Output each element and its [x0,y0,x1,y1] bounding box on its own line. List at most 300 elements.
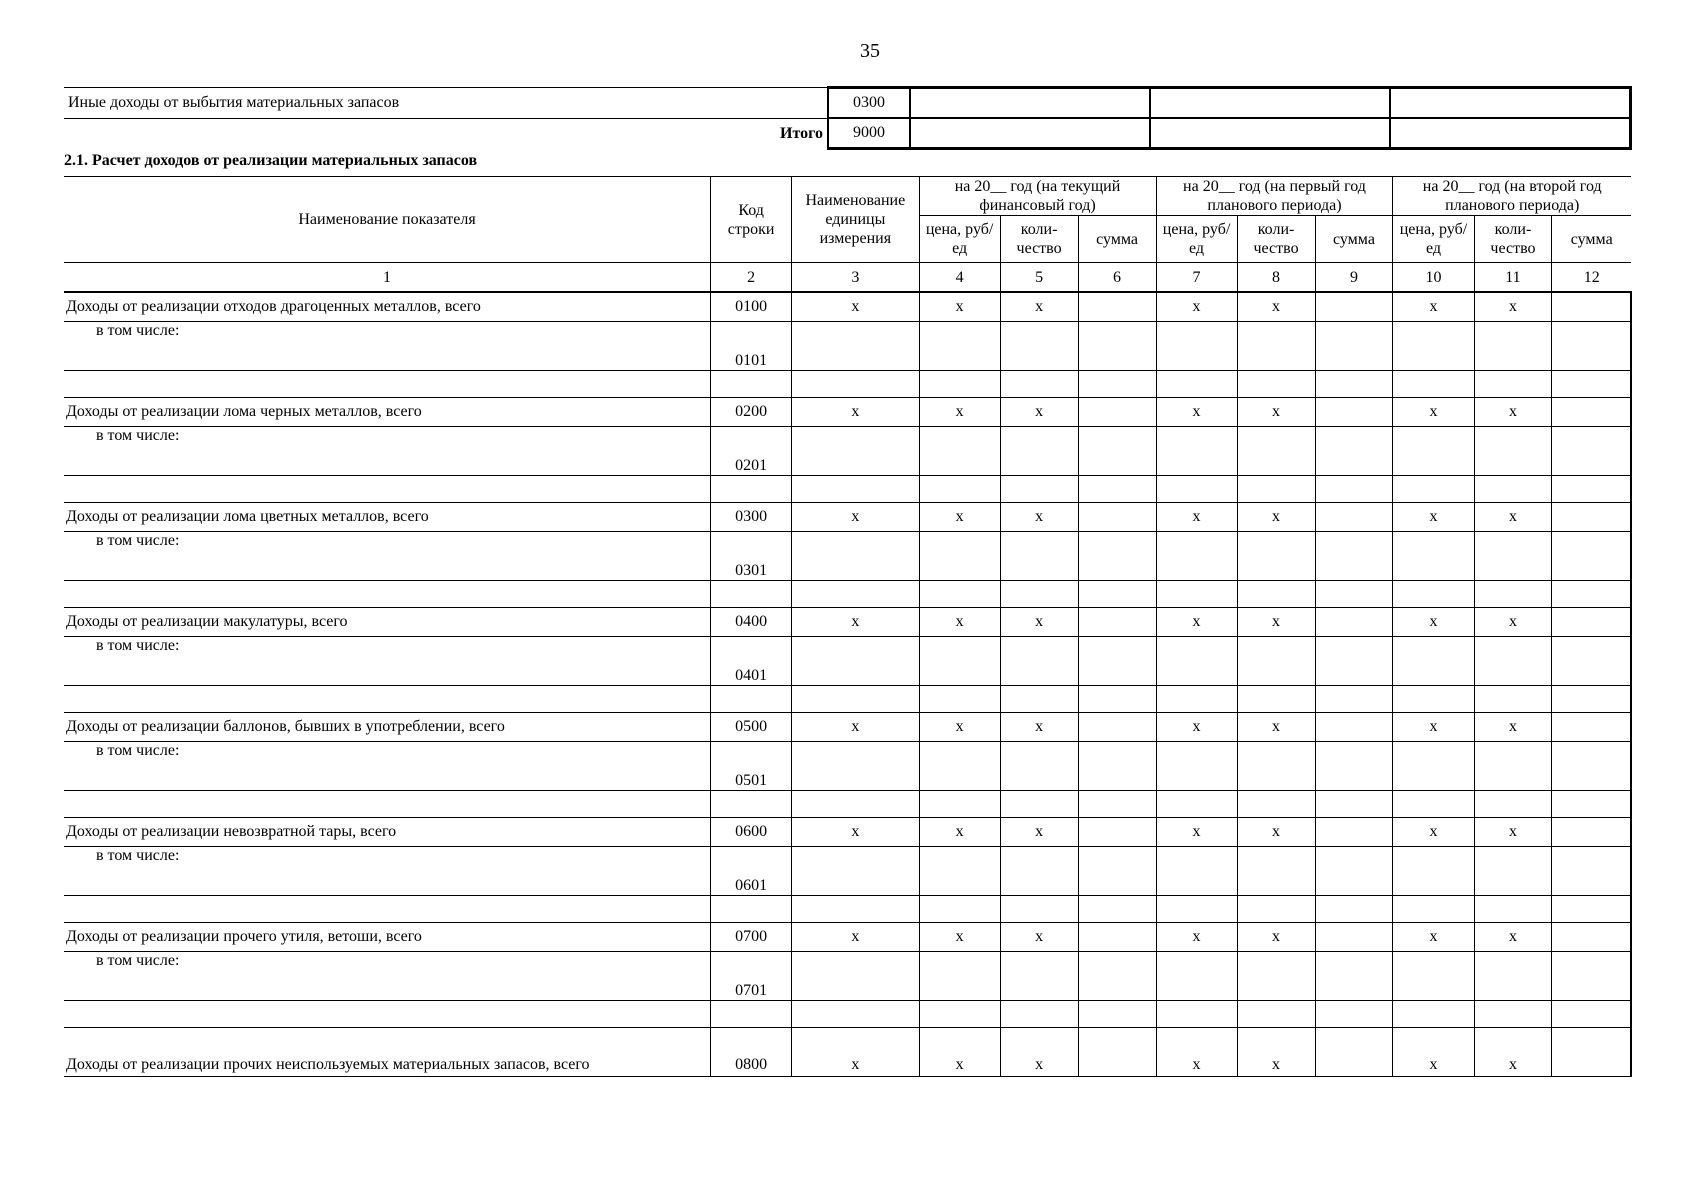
mark-cell: х [1000,292,1078,322]
value-cell[interactable] [1474,847,1552,896]
value-cell[interactable] [1000,791,1078,818]
value-cell[interactable] [919,952,1000,1001]
value-cell[interactable] [919,371,1000,398]
value-cell[interactable] [1552,322,1631,371]
totals-table [64,86,1632,150]
value-cell[interactable] [792,322,919,371]
value-cell[interactable] [792,1001,919,1028]
value-cell[interactable] [792,476,919,503]
value-cell[interactable] [1393,686,1474,713]
value-cell[interactable] [1156,637,1237,686]
table-row [64,896,1631,923]
value-cell[interactable] [1390,88,1631,119]
mark-cell: х [1474,608,1552,637]
value-cell[interactable] [1393,371,1474,398]
value-cell[interactable] [792,532,919,581]
value-cell[interactable] [1156,1001,1237,1028]
value-cell[interactable] [1078,608,1156,637]
value-cell[interactable] [1393,1001,1474,1028]
mark-cell: х [1237,608,1315,637]
value-cell[interactable] [1078,1028,1156,1077]
mark-cell: х [1000,923,1078,952]
value-cell[interactable] [1315,608,1393,637]
value-cell[interactable] [1000,952,1078,1001]
column-number: 9 [1315,263,1393,293]
value-cell[interactable] [1078,686,1156,713]
value-cell[interactable] [1000,581,1078,608]
value-cell[interactable] [1156,847,1237,896]
value-cell[interactable] [1078,896,1156,923]
value-cell[interactable] [1474,371,1552,398]
value-cell[interactable] [792,896,919,923]
value-cell[interactable] [1393,532,1474,581]
table-row [64,322,1631,371]
including-label: в том числе: [64,952,711,1001]
mark-cell: х [919,818,1000,847]
value-cell[interactable] [1156,532,1237,581]
value-cell[interactable] [1315,742,1393,791]
value-cell[interactable] [1237,952,1315,1001]
income-table [64,176,1632,1077]
table-row [64,292,1631,322]
value-cell[interactable] [711,476,792,503]
value-cell[interactable] [1315,322,1393,371]
value-cell[interactable] [1156,476,1237,503]
including-label: в том числе: [64,427,711,476]
mark-cell: х [1156,398,1237,427]
table-row [64,686,1631,713]
mark-cell: х [1474,1028,1552,1077]
header-qty: коли-чество [1474,216,1552,263]
value-cell[interactable] [711,791,792,818]
value-cell[interactable] [1474,427,1552,476]
value-cell[interactable] [919,742,1000,791]
value-cell[interactable] [1156,791,1237,818]
header-price: цена, руб/ед [1393,216,1474,263]
value-cell[interactable] [1156,371,1237,398]
table-row [64,118,1631,149]
row-code: 0501 [711,742,792,791]
header-unit: Наименование единицы измерения [792,177,919,263]
mark-cell: х [919,292,1000,322]
value-cell[interactable] [1393,476,1474,503]
mark-cell: х [919,713,1000,742]
value-cell[interactable] [1552,371,1631,398]
value-cell[interactable] [1552,608,1631,637]
mark-cell: х [792,818,919,847]
mark-cell: х [919,503,1000,532]
value-cell[interactable] [1000,742,1078,791]
value-cell[interactable] [1552,292,1631,322]
row-code: 0500 [711,713,792,742]
value-cell[interactable] [1078,952,1156,1001]
including-label: в том числе: [64,322,711,371]
value-cell[interactable] [919,791,1000,818]
value-cell[interactable] [1315,637,1393,686]
mark-cell: х [1393,398,1474,427]
blank-cell[interactable] [64,896,711,923]
value-cell[interactable] [1552,476,1631,503]
value-cell[interactable] [711,896,792,923]
value-cell[interactable] [1474,322,1552,371]
mark-cell: х [1156,292,1237,322]
value-cell[interactable] [1078,532,1156,581]
mark-cell: х [1474,503,1552,532]
value-cell[interactable] [919,476,1000,503]
row-code: 0101 [711,322,792,371]
row-code: 0401 [711,637,792,686]
value-cell[interactable] [1315,427,1393,476]
row-code: 0200 [711,398,792,427]
mark-cell: х [1474,818,1552,847]
value-cell[interactable] [1390,118,1631,149]
value-cell[interactable] [1000,371,1078,398]
column-number: 3 [792,263,919,293]
table-row [64,742,1631,791]
including-label: в том числе: [64,637,711,686]
mark-cell: х [1156,1028,1237,1077]
header-period-first: на 20__ год (на первый год планового периода) [1156,177,1393,216]
value-cell[interactable] [1000,637,1078,686]
mark-cell: х [792,398,919,427]
value-cell[interactable] [1393,322,1474,371]
mark-cell: х [792,608,919,637]
table-row [64,791,1631,818]
header-code: Код строки [711,177,792,263]
value-cell[interactable] [1552,686,1631,713]
blank-cell[interactable] [64,791,711,818]
mark-cell: х [1000,503,1078,532]
value-cell[interactable] [1156,896,1237,923]
mark-cell: х [919,1028,1000,1077]
value-cell[interactable] [919,1001,1000,1028]
value-cell[interactable] [1237,791,1315,818]
value-cell[interactable] [1393,742,1474,791]
value-cell[interactable] [1315,818,1393,847]
value-cell[interactable] [1474,581,1552,608]
value-cell[interactable] [1552,1028,1631,1077]
value-cell[interactable] [1237,686,1315,713]
value-cell[interactable] [711,581,792,608]
row-name: Доходы от реализации прочего утиля, ветоши, всего [64,923,711,952]
table-row [64,427,1631,476]
value-cell[interactable] [1552,532,1631,581]
value-cell[interactable] [1474,532,1552,581]
value-cell[interactable] [1237,581,1315,608]
including-label: в том числе: [64,847,711,896]
value-cell[interactable] [1078,322,1156,371]
value-cell[interactable] [1315,686,1393,713]
value-cell[interactable] [1474,952,1552,1001]
value-cell[interactable] [1078,503,1156,532]
column-number: 2 [711,263,792,293]
row-code: 0600 [711,818,792,847]
row-name: Доходы от реализации невозвратной тары, всего [64,818,711,847]
mark-cell: х [1156,608,1237,637]
table-row [64,1001,1631,1028]
mark-cell: х [792,713,919,742]
value-cell[interactable] [1000,686,1078,713]
value-cell[interactable] [1000,322,1078,371]
value-cell[interactable] [1315,532,1393,581]
including-label: в том числе: [64,532,711,581]
mark-cell: х [1237,1028,1315,1077]
column-number: 4 [919,263,1000,293]
value-cell[interactable] [1000,532,1078,581]
mark-cell: х [1237,292,1315,322]
value-cell[interactable] [1315,476,1393,503]
value-cell[interactable] [1237,371,1315,398]
value-cell[interactable] [1552,742,1631,791]
mark-cell: х [1393,1028,1474,1077]
value-cell[interactable] [1237,742,1315,791]
value-cell[interactable] [1000,476,1078,503]
blank-cell[interactable] [64,686,711,713]
value-cell[interactable] [910,118,1150,149]
value-cell[interactable] [1237,896,1315,923]
value-cell[interactable] [1237,427,1315,476]
value-cell[interactable] [1078,923,1156,952]
value-cell[interactable] [1315,1028,1393,1077]
blank-cell[interactable] [64,476,711,503]
value-cell[interactable] [1393,896,1474,923]
value-cell[interactable] [1393,581,1474,608]
total-label: Итого [780,124,823,142]
value-cell[interactable] [1552,818,1631,847]
value-cell[interactable] [1078,791,1156,818]
value-cell[interactable] [1156,952,1237,1001]
value-cell[interactable] [792,847,919,896]
mark-cell: х [1474,713,1552,742]
mark-cell: х [792,1028,919,1077]
value-cell[interactable] [1315,847,1393,896]
value-cell[interactable] [1474,476,1552,503]
header-price: цена, руб/ед [1156,216,1237,263]
value-cell[interactable] [1156,581,1237,608]
mark-cell: х [1237,713,1315,742]
value-cell[interactable] [1552,503,1631,532]
value-cell[interactable] [1552,791,1631,818]
value-cell[interactable] [1237,532,1315,581]
value-cell[interactable] [792,581,919,608]
value-cell[interactable] [1552,847,1631,896]
value-cell[interactable] [1552,581,1631,608]
value-cell[interactable] [1552,952,1631,1001]
table-row [64,88,1631,119]
value-cell[interactable] [1474,896,1552,923]
value-cell[interactable] [1474,742,1552,791]
value-cell[interactable] [910,88,1150,119]
value-cell[interactable] [1393,427,1474,476]
value-cell[interactable] [1393,847,1474,896]
value-cell[interactable] [1552,637,1631,686]
value-cell[interactable] [919,322,1000,371]
mark-cell: х [1474,398,1552,427]
mark-cell: х [919,923,1000,952]
value-cell[interactable] [1156,742,1237,791]
value-cell[interactable] [1315,292,1393,322]
value-cell[interactable] [1237,637,1315,686]
value-cell[interactable] [1078,713,1156,742]
value-cell[interactable] [1237,1001,1315,1028]
table-row [64,503,1631,532]
table-row [64,532,1631,581]
value-cell[interactable] [1315,952,1393,1001]
value-cell[interactable] [1078,371,1156,398]
mark-cell: х [1000,713,1078,742]
value-cell[interactable] [1393,637,1474,686]
value-cell[interactable] [1150,118,1390,149]
mark-cell: х [1156,818,1237,847]
value-cell[interactable] [1474,637,1552,686]
table-row [64,952,1631,1001]
value-cell[interactable] [1078,581,1156,608]
value-cell[interactable] [1237,847,1315,896]
column-number: 7 [1156,263,1237,293]
value-cell[interactable] [1078,637,1156,686]
value-cell[interactable] [1078,476,1156,503]
value-cell[interactable] [1078,847,1156,896]
value-cell[interactable] [1000,896,1078,923]
blank-cell[interactable] [64,581,711,608]
mark-cell: х [1000,818,1078,847]
mark-cell: х [1393,713,1474,742]
value-cell[interactable] [1552,923,1631,952]
value-cell[interactable] [919,686,1000,713]
value-cell[interactable] [1315,581,1393,608]
value-cell[interactable] [792,686,919,713]
value-cell[interactable] [1156,427,1237,476]
value-cell[interactable] [1078,1001,1156,1028]
value-cell[interactable] [1552,427,1631,476]
value-cell[interactable] [1156,686,1237,713]
value-cell[interactable] [1078,398,1156,427]
value-cell[interactable] [792,427,919,476]
value-cell[interactable] [1552,896,1631,923]
value-cell[interactable] [1156,322,1237,371]
value-cell[interactable] [1078,292,1156,322]
table-row [64,923,1631,952]
value-cell[interactable] [1315,923,1393,952]
row-code: 0301 [711,532,792,581]
mark-cell: х [1237,923,1315,952]
row-name: Доходы от реализации отходов драгоценных металлов, всего [64,292,711,322]
header-period-second: на 20__ год (на второй год планового периода) [1393,177,1631,216]
value-cell[interactable] [1237,476,1315,503]
value-cell[interactable] [1393,952,1474,1001]
row-code: 0201 [711,427,792,476]
mark-cell: х [919,398,1000,427]
mark-cell: х [1393,292,1474,322]
value-cell[interactable] [1000,427,1078,476]
row-label: Иные доходы от выбытия материальных запасов [64,88,828,119]
value-cell[interactable] [1000,847,1078,896]
table-row [64,608,1631,637]
value-cell[interactable] [1393,791,1474,818]
value-cell[interactable] [919,427,1000,476]
value-cell[interactable] [1552,1001,1631,1028]
value-cell[interactable] [1237,322,1315,371]
value-cell[interactable] [1315,398,1393,427]
value-cell[interactable] [919,532,1000,581]
value-cell[interactable] [1078,427,1156,476]
table-row [64,1028,1631,1077]
value-cell[interactable] [1315,713,1393,742]
value-cell[interactable] [1078,818,1156,847]
column-number: 6 [1078,263,1156,293]
blank-cell[interactable] [64,371,711,398]
value-cell[interactable] [792,637,919,686]
mark-cell: х [1474,923,1552,952]
value-cell[interactable] [919,581,1000,608]
mark-cell: х [919,608,1000,637]
value-cell[interactable] [1552,713,1631,742]
value-cell[interactable] [1315,371,1393,398]
row-code: 0700 [711,923,792,952]
value-cell[interactable] [1552,398,1631,427]
value-cell[interactable] [1474,1001,1552,1028]
header-qty: коли-чество [1237,216,1315,263]
mark-cell: х [1156,923,1237,952]
section-title: 2.1. Расчет доходов от реализации материальных запасов [64,152,478,169]
row-code: 0701 [711,952,792,1001]
mark-cell: х [1474,292,1552,322]
value-cell[interactable] [1315,896,1393,923]
value-cell[interactable] [1474,791,1552,818]
blank-cell[interactable] [64,1001,711,1028]
row-code: 0400 [711,608,792,637]
column-number: 8 [1237,263,1315,293]
value-cell[interactable] [919,637,1000,686]
value-cell[interactable] [792,371,919,398]
table-row [64,713,1631,742]
column-number: 1 [64,263,711,293]
value-cell[interactable] [1078,742,1156,791]
row-code: 0800 [711,1028,792,1077]
value-cell[interactable] [1150,88,1390,119]
value-cell[interactable] [792,952,919,1001]
value-cell[interactable] [1315,1001,1393,1028]
value-cell[interactable] [711,371,792,398]
mark-cell: х [1000,398,1078,427]
mark-cell: х [1393,503,1474,532]
table-row [64,818,1631,847]
mark-cell: х [792,923,919,952]
value-cell[interactable] [711,1001,792,1028]
row-name: Доходы от реализации лома черных металлов, всего [64,398,711,427]
mark-cell: х [1237,398,1315,427]
value-cell[interactable] [711,686,792,713]
value-cell[interactable] [1474,686,1552,713]
mark-cell: х [1000,608,1078,637]
value-cell[interactable] [919,896,1000,923]
column-number: 10 [1393,263,1474,293]
value-cell[interactable] [1315,503,1393,532]
table-row [64,476,1631,503]
value-cell[interactable] [919,847,1000,896]
row-name: Доходы от реализации лома цветных металлов, всего [64,503,711,532]
value-cell[interactable] [1000,1001,1078,1028]
value-cell[interactable] [792,791,919,818]
row-code: 0300 [711,503,792,532]
table-row [64,637,1631,686]
mark-cell: х [1000,1028,1078,1077]
row-code: 9000 [828,118,910,149]
row-code: 0100 [711,292,792,322]
value-cell[interactable] [792,742,919,791]
value-cell[interactable] [1315,791,1393,818]
page-number: 35 [860,40,880,62]
